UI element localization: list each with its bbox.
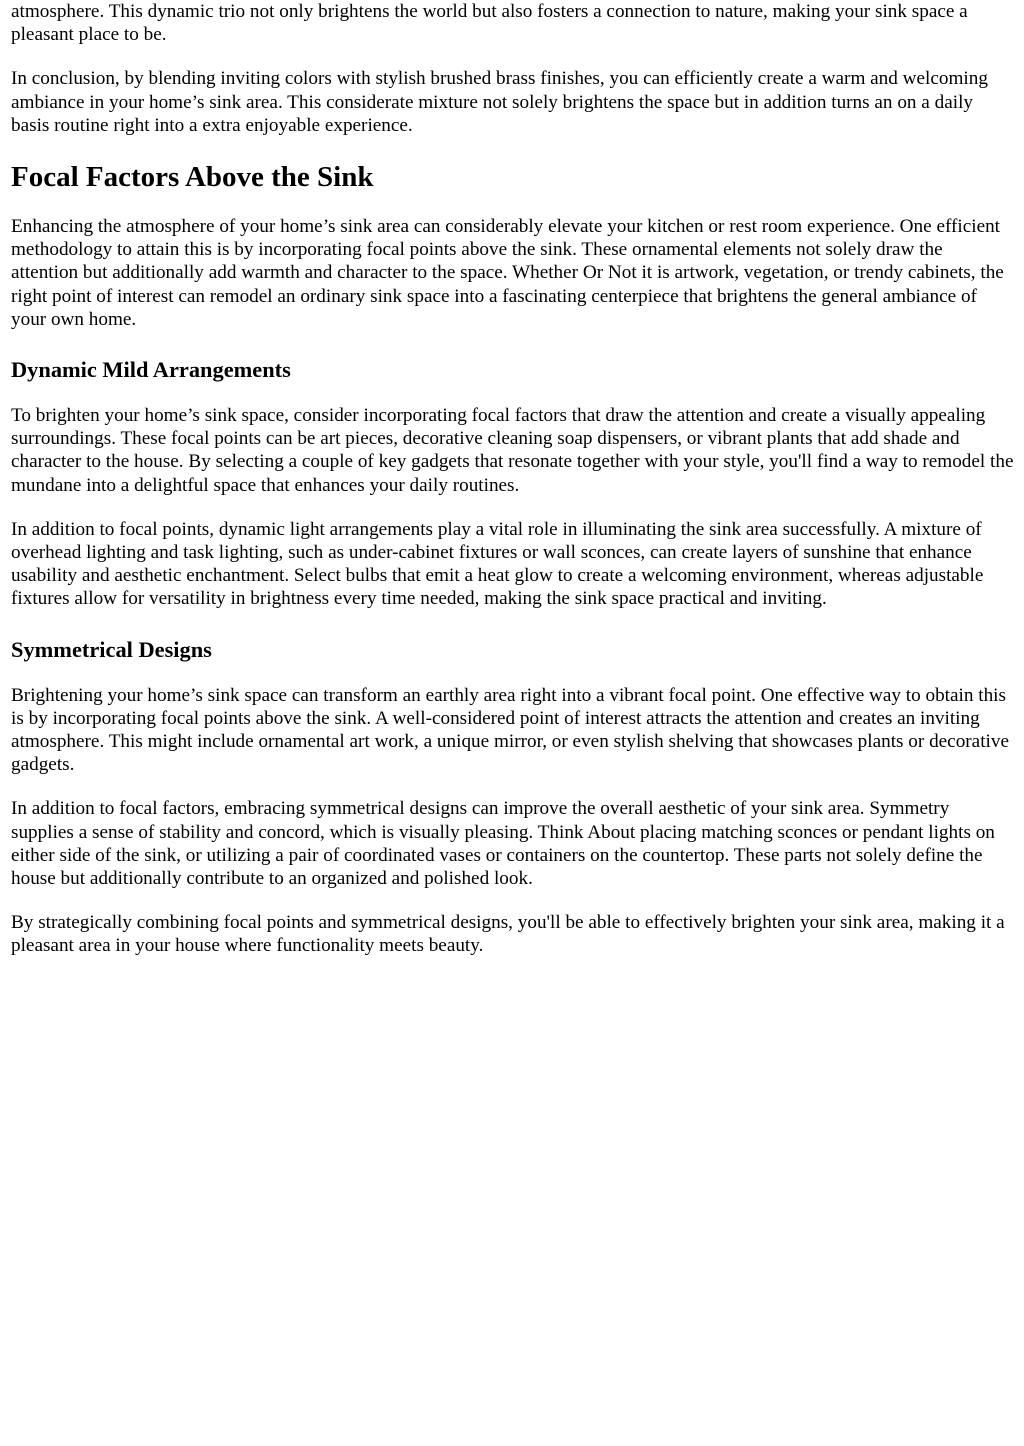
focal-factors-paragraph: Enhancing the atmosphere of your home’s sink area can considerably elevate your kitchen or rest room experience. One efficient methodology to attain this is by incorporating focal points above the sink. These ornamental elements not solely draw the attention but additionally add warmth and character to the space. Whether Or Not it is artwork, vegetation, or trendy cabinets, the right point of interest can remodel an ordinary sink space into a fascinating centerpiece that brightens the general ambiance of your own home. <box>11 216 1004 330</box>
conclusion-paragraph: In conclusion, by blending inviting colors with stylish brushed brass finishes, you can efficiently create a warm and welcoming ambiance in your home’s sink area. This considerate mixture not solely brightens the space but in addition turns an on a daily basis routine right into a extra enjoyable experience. <box>11 68 988 136</box>
symmetrical-designs-paragraph-2: In addition to focal factors, embracing symmetrical designs can improve the overall aesthetic of your sink area. Symmetry supplies a sense of stability and concord, which is visually pleasing. Think About placing matching sconces or pendant lights on either side of the sink, or utilizing a pair of coordinated vases or containers on the countertop. These parts not solely define the house but additionally contribute to an organized and polished look. <box>11 798 995 890</box>
dynamic-arrangements-paragraph-2: In addition to focal points, dynamic light arrangements play a vital role in illuminating the sink area successfully. A mixture of overhead lighting and task lighting, such as under-cabinet fixtures or wall sconces, can create layers of sunshine that enhance usability and aesthetic enchantment. Select bulbs that emit a heat glow to create a welcoming environment, whereas adjustable fixtures allow for versatility in brightness every time needed, making the sink space practical and inviting. <box>11 518 984 610</box>
intro-tail-paragraph: atmosphere. This dynamic trio not only brightens the world but also fosters a connection to nature, making your sink space a pleasant place to be. <box>11 1 968 46</box>
dynamic-arrangements-paragraph-1: To brighten your home’s sink space, consider incorporating focal factors that draw the attention and create a visually appealing surroundings. These focal points can be art pieces, decorative cleaning soap dispensers, or vibrant plants that add shade and character to the house. By selecting a couple of key gadgets that resonate together with your style, you'll find a way to remodel the mundane into a delightful space that enhances your daily routines. <box>11 405 1014 496</box>
focal-factors-heading: Focal Factors Above the Sink <box>11 161 374 194</box>
symmetrical-designs-paragraph-1: Brightening your home’s sink space can transform an earthly area right into a vibrant focal point. One effective way to obtain this is by incorporating focal points above the sink. A well-considered point of interest attracts the attention and creates an inviting atmosphere. This might include ornamental art work, a unique mirror, or even stylish shelving that showcases plants or decorative gadgets. <box>11 684 1009 776</box>
symmetrical-designs-paragraph-3: By strategically combining focal points and symmetrical designs, you'll be able to effectively brighten your sink area, making it a pleasant area in your house where functionality meets beauty. <box>11 912 1005 957</box>
dynamic-arrangements-heading: Dynamic Mild Arrangements <box>11 357 291 383</box>
symmetrical-designs-heading: Symmetrical Designs <box>11 636 212 662</box>
